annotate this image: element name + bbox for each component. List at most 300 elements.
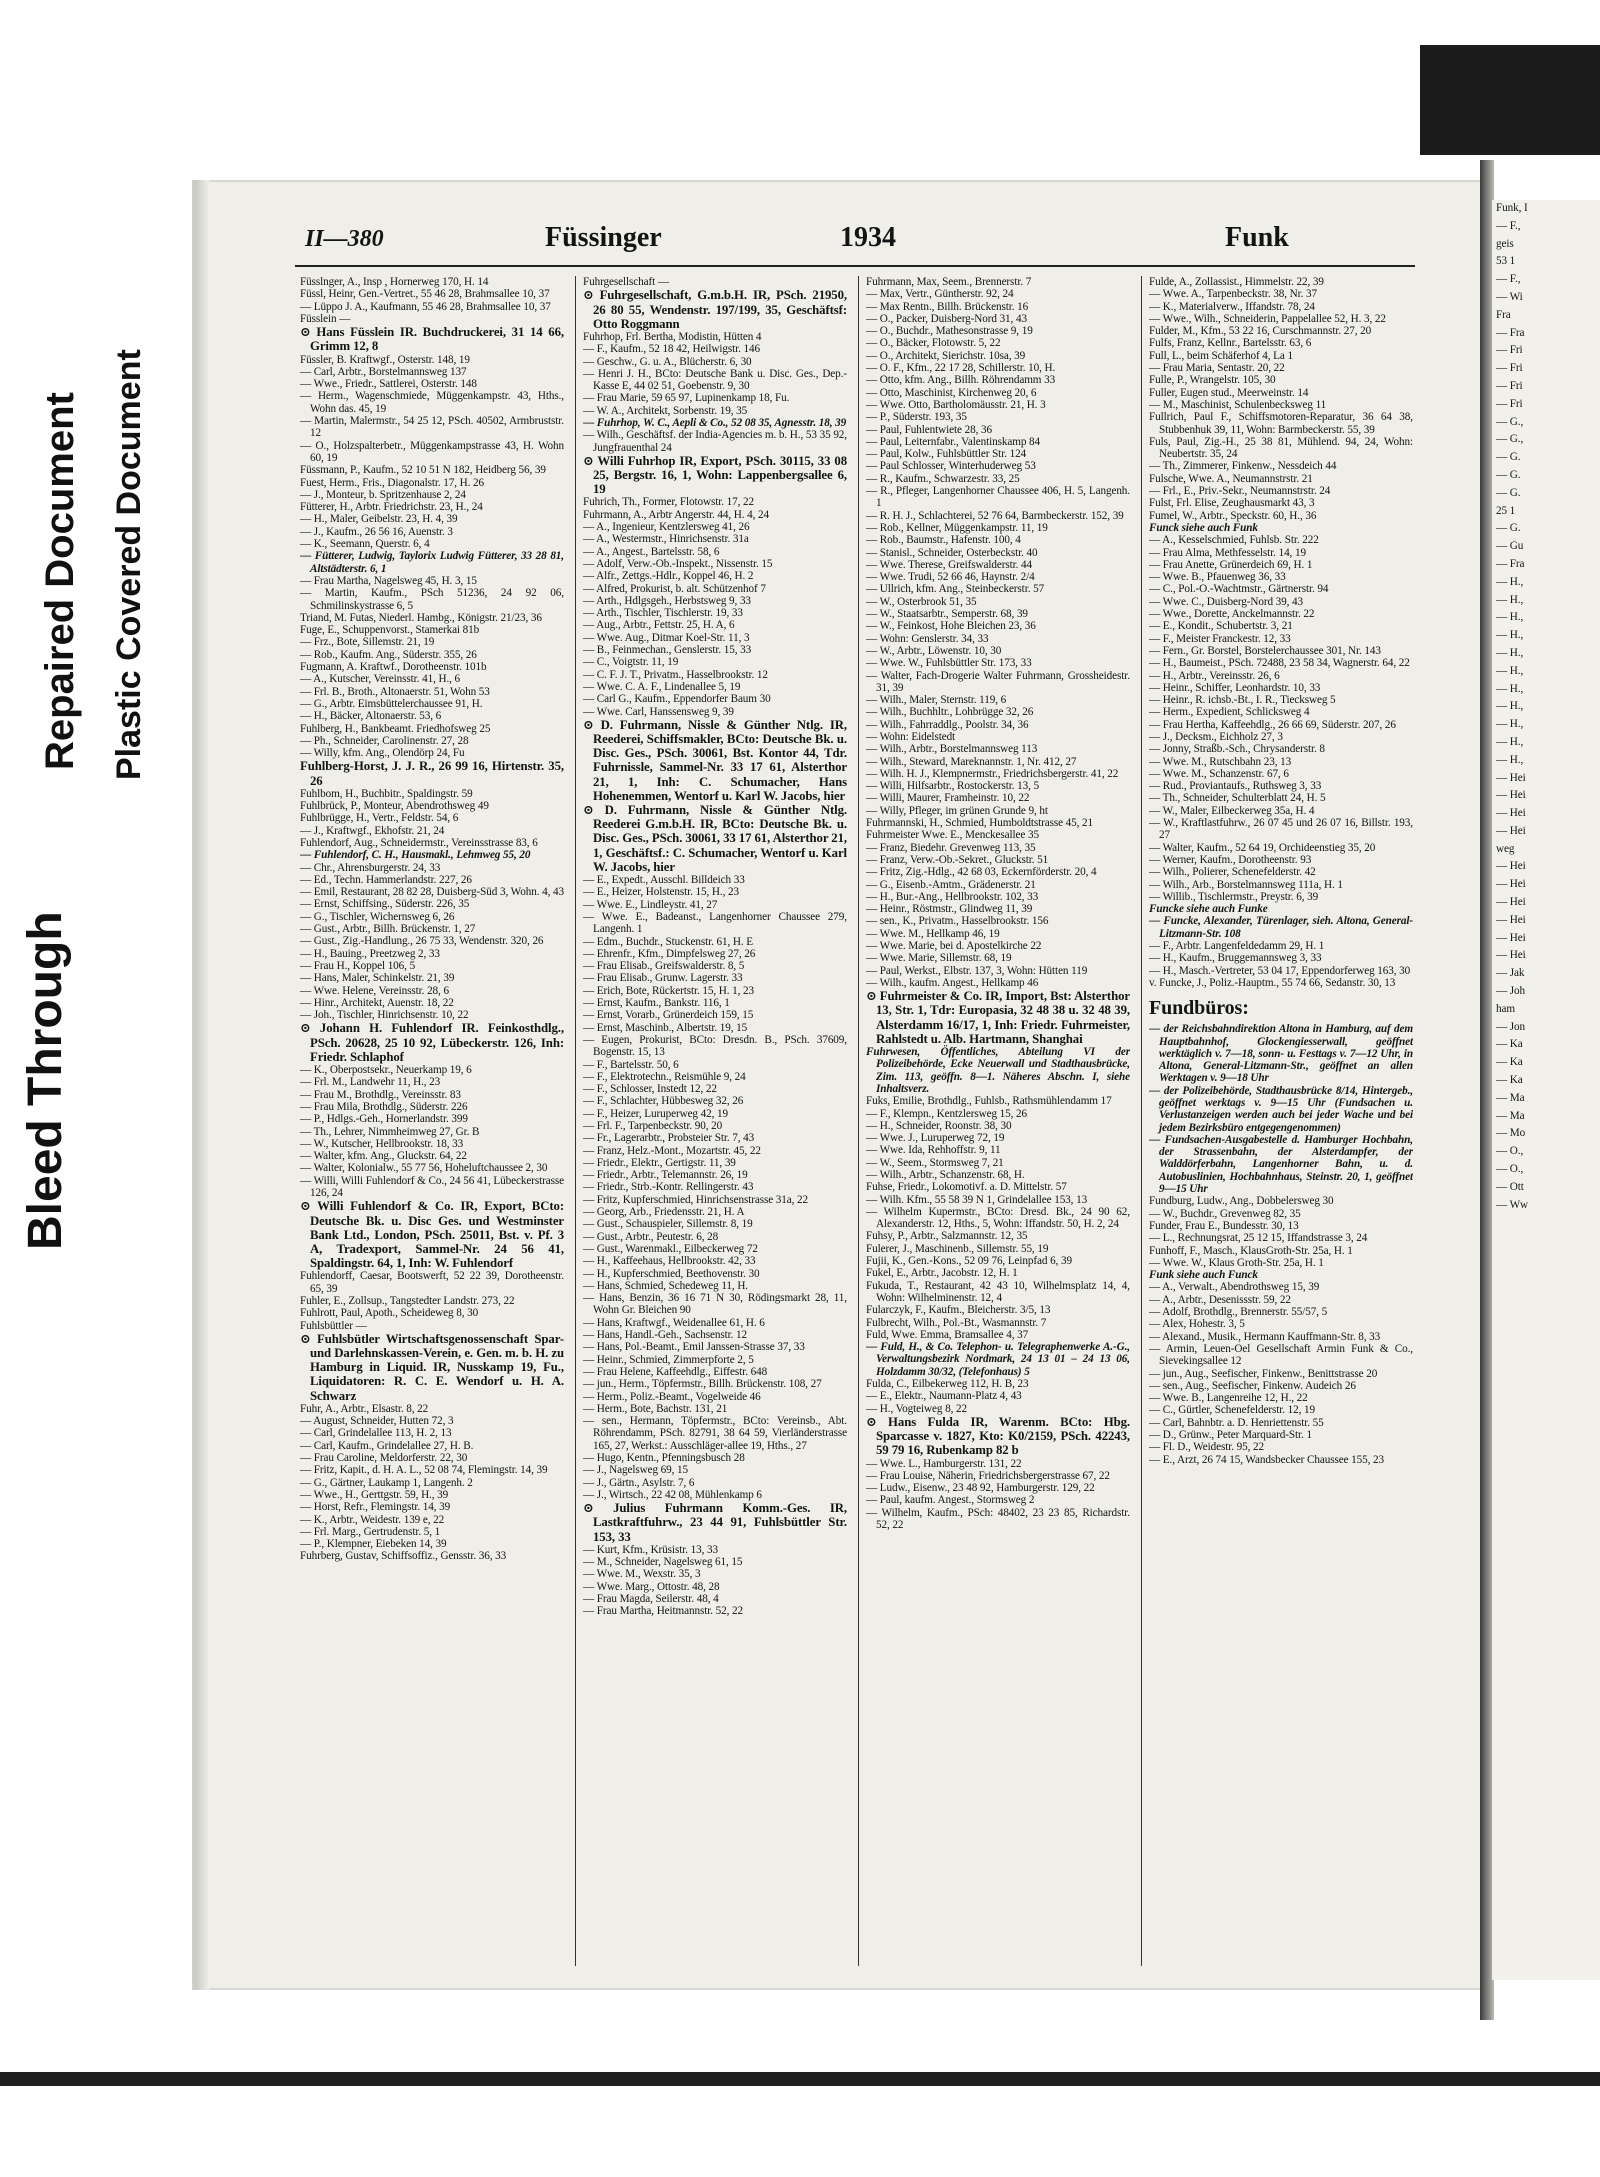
directory-entry: v. Funcke, J., Poliz.-Hauptm., 55 74 66, Sedanstr. 30, 13 [1149,976,1396,989]
next-page-entry: — F., [1496,273,1521,286]
directory-entry: — A., Ingenieur, Kentzlersweg 41, 26 [583,521,750,534]
directory-entry: — Ernst, Schiffsing., Süderstr. 226, 35 [300,898,470,911]
directory-entry: — Wwe. Marie, Sillemstr. 68, 19 [866,952,1012,965]
directory-entry: — Wilhelm, Kaufm., PSch: 48402, 23 23 85, Richardstr. 52, 22 [866,1506,1130,1532]
directory-entry: ⊙ D. Fuhrmann, Nissle & Günther Ntlg. IR, Reederei, Schiffsmakler, BCto: Deutsche Bk. u. Disc. Ges., PSch. 30061, Bst. Kontor 44, Tdr. Fuhrnissle, Sammel-Nr. 33 17 61, Alsterthor 21, 1, Inh: C. Schumacher, Hans Hohenemmen, Wentorf u. Karl W. Jacobs, hier [583,717,847,803]
next-page-entry: — H., [1496,646,1524,659]
next-page-entry: 25 1 [1496,504,1516,517]
column-4 [1149,276,1413,1966]
directory-entry: — Rud., Proviantaufs., Ruthsweg 3, 33 [1149,780,1322,793]
page-binding-shadow [195,180,209,1990]
directory-entry: — W., Buchdr., Grevenweg 82, 35 [1149,1207,1301,1220]
directory-entry: — Jonny, Straßb.-Sch., Chrysanderstr. 8 [1149,743,1325,756]
directory-entry: — F., Meister Franckestr. 12, 33 [1149,632,1291,645]
directory-entry: ⊙ Willi Fuhlendorf & Co. IR, Export, BCto: Deutsche Bk. u. Disc Ges. und Westminster Bank Ltd., London, PSch. 25011, Bst. v. Pf. 3 A, Tradexport, Sammel-Nr. 24 56 41, Spaldingstr. 64, 1, Inh: W. Fuhlendorf [300,1199,564,1271]
next-page-entry: — H., [1496,575,1524,588]
directory-entry: — F., Bartelsstr. 50, 6 [583,1058,679,1071]
section-heading: Fundbüros: [1149,997,1249,1020]
directory-entry: — Paul, Werkst., Elbstr. 137, 3, Wohn: Hütten 119 [866,964,1088,977]
directory-entry: — H., Bauing., Preetzweg 2, 33 [300,947,440,960]
directory-entry: — Herm., Expedient, Schlicksweg 4 [1149,706,1310,719]
directory-entry: — Carl, Bahnbtr. a. D. Henriettenstr. 55 [1149,1416,1324,1429]
directory-entry: — Frau Hertha, Kaffeehdlg., 26 66 69, Süderstr. 207, 26 [1149,718,1396,731]
directory-page [195,180,1490,1990]
directory-entry: — Fl. D., Weidestr. 95, 22 [1149,1441,1265,1454]
directory-entry: — Wwe., Dorette, Anckelmannstr. 22 [1149,608,1315,621]
next-page-entry: — O., [1496,1145,1524,1158]
directory-entry: — H., Kaufm., Bruggemannsweg 3, 33 [1149,952,1322,965]
directory-entry: — Walter, Fach-Drogerie Walter Fuhrmann, Grossheidestr. 31, 39 [866,669,1130,694]
directory-entry: — Wilh., Steward, Mareknannstr. 1, Nr. 412, 27 [866,755,1077,768]
directory-entry: ⊙ Fuhlsbütler Wirtschaftsgenossenschaft Spar- und Darlehnskassen-Verein, e. Gen. m. b. H. zu Hamburg in Liquid. IR, Nusskamp 19, Fu., Liquidatoren: R. C. E. Wendorf u. H. A. Schwarz [300,1331,564,1403]
next-page-entry: — Hei [1496,931,1526,944]
next-page-entry: — Hei [1496,860,1526,873]
directory-entry: — Heinr., R. ichsb.-Bt., I. R., Tiecksweg 5 [1149,694,1336,707]
next-page-entry: — Wi [1496,290,1523,303]
directory-entry: — Carl, Arbtr., Borstelmannsweg 137 [300,365,467,378]
directory-entry: — Wwe. E., Badeanst., Langenhorner Chaussee 279, Langenh. 1 [583,910,847,936]
directory-entry: — Edm., Buchdr., Stuckenstr. 61, H. E [583,935,754,948]
directory-entry: — Friedr., Elektr., Gertigstr. 11, 39 [583,1156,736,1169]
next-page-entry: — Hei [1496,824,1526,837]
next-page-entry: — H., [1496,593,1524,606]
directory-entry: — Armin, Leuen-Oel Gesellschaft Armin Funk & Co., Sievekingsallee 12 [1149,1342,1413,1368]
directory-entry: — Wilh., Arbtr., Schanzenstr. 68, H. [866,1169,1025,1181]
directory-entry: — Frz., Bote, Sillemstr. 21, 19 [300,636,435,649]
directory-entry: — W., Staatsarbtr., Semperstr. 68, 39 [866,608,1028,621]
directory-entry: — Wwe. Carl, Hanssensweg 9, 39 [583,705,734,718]
directory-entry: — Ernst, Maschinb., Albertstr. 19, 15 [583,1021,748,1034]
directory-entry: — Gust., Zig.-Handlung., 26 75 33, Wendenstr. 320, 26 [300,935,544,948]
directory-entry: — H., Maler, Geibelstr. 23, H. 4, 39 [300,513,458,526]
directory-entry: — Wilh., Arb., Borstelmannsweg 111a, H. 1 [1149,878,1343,891]
directory-entry: — A., Kesselschmied, Fuhlsb. Str. 222 [1149,534,1319,547]
directory-entry: — Wwe. Aug., Ditmar Koel-Str. 11, 3 [583,631,750,644]
directory-entry: — Adolf, Brothdlg., Brennerstr. 55/57, 5 [1149,1306,1328,1319]
directory-entry: — August, Schneider, Hutten 72, 3 [300,1415,454,1428]
directory-entry: — Geschw., G. u. A., Blücherstr. 6, 30 [583,355,752,368]
directory-entry: — D., Grünw., Peter Marquard-Str. 1 [1149,1429,1312,1442]
directory-entry: — Frau Elisab., Greifswalderstr. 8, 5 [583,960,745,973]
directory-entry: — Wilh., Polierer, Schenefelderstr. 42 [1149,866,1316,879]
directory-entry: Fuhsy, P., Arbtr., Salzmannstr. 12, 35 [866,1230,1028,1243]
directory-entry: — Heinr., Röstmstr., Glindweg 11, 39 [866,903,1033,916]
next-page-entry: — G. [1496,486,1521,499]
directory-entry: — Otto, kfm. Ang., Billh. Röhrendamm 33 [866,374,1056,387]
next-page-entry: Funk, I [1496,202,1528,214]
directory-entry: — Frau Martha, Heitmannstr. 52, 22 [583,1605,744,1618]
directory-entry: — F., Schlosser, Instedt 12, 22 [583,1083,717,1096]
directory-entry: Füsslnger, A., Insp , Hornerweg 170, H. 14 [300,276,489,288]
directory-entry: — Wilh., Geschäftsf. der India-Agencies m. b. H., 53 35 92, Jungfrauenthal 24 [583,429,847,454]
directory-entry: — Alfr., Zettgs.-Hdlr., Koppel 46, H. 2 [583,570,754,583]
directory-entry: Fujii, K., Gen.-Kons., 52 09 76, Leinpfad 6, 39 [866,1255,1072,1268]
directory-entry: — H., Schneider, Roonstr. 38, 30 [866,1119,1012,1132]
directory-entry: — F., Kaufm., 52 18 42, Heilwigstr. 146 [583,343,760,356]
directory-entry: — J., Wirtsch., 22 42 08, Mühlenkamp 6 [583,1488,762,1501]
directory-entry: — Alex, Hohestr. 3, 5 [1149,1318,1245,1331]
next-page-entry: — Ka [1496,1038,1523,1051]
directory-entry: — der Polizeibehörde, Stadthausbrücke 8/14, Hintergeb., geöffnet werktags v. 9—15 Uhr (Fundsachen u. Verlustanzeigen werden auch bei jeder Wache und bei jedem Bezirksbüro entgegengenommen) [1149,1084,1413,1134]
directory-entry: — Arth., Hdlgsgeh., Herbstsweg 9, 33 [583,594,751,607]
directory-entry: — Walter, Kolonialw., 55 77 56, Hoheluftchaussee 2, 30 [300,1162,548,1175]
directory-entry: — A., Angest., Bartelsstr. 58, 6 [583,545,720,558]
directory-entry: — Ernst, Kaufm., Bankstr. 116, 1 [583,997,730,1010]
directory-entry: ⊙ D. Fuhrmann, Nissle & Günther Ntlg. Reederei G.m.b.H. IR, BCto: Deutsche Bk. u. Disc. Ges., PSch. 30061, 33 17 61, Alsterthor 21, 1, Geschäftsf.: C. Schumacher, Wentorf u. Karl W. Jacobs, hier [583,803,847,874]
directory-entry: — sen., Hermann, Töpfermstr., BCto: Vereinsb., Abt. Röhrendamm, PSch. 82791, 38 64 59, Vierländerstrasse 165, 27, Werkst.: Ausschläger-allee 19, Hths., 27 [583,1415,847,1452]
next-page-entry: — H., [1496,682,1524,695]
next-page-entry: — Jak [1496,967,1525,980]
directory-entry: — W. A., Architekt, Sorbenstr. 19, 35 [583,404,748,417]
directory-entry: — Frl. B., Broth., Altonaerstr. 51, Wohn 53 [300,685,490,698]
directory-entry: — J., Nagelsweg 69, 15 [583,1464,688,1477]
directory-entry: Fuhse, Friedr., Lokomotivf. a. D. Mittelstr. 57 [866,1181,1067,1194]
directory-entry: — Wwe., H., Gerttgstr. 59, H., 39 [300,1488,449,1501]
directory-entry: — E., Kondit., Schubertstr. 3, 21 [1149,620,1293,633]
directory-entry: — A., Verwalt., Abendrothsweg 15, 39 [1149,1281,1320,1294]
next-page-entry: — Gu [1496,540,1524,553]
next-page-entry: — Ka [1496,1074,1523,1087]
directory-entry: — Hans, Maler, Schinkelstr. 21, 39 [300,972,455,985]
next-page-entry: — Fri [1496,397,1523,410]
directory-entry: Fuhrwesen, Öffentliches, Abteilung VI der Polizeibehörde, Ecke Neuerwall und Stadthausbrücke, Zim. 113, geöffn. 8—1. Näheres Abschn. I, siehe Inhaltsverz. [866,1046,1130,1095]
directory-entry: — Frau Caroline, Meldorferstr. 22, 30 [300,1452,468,1465]
directory-entry: — J., Decksm., Eichholz 27, 3 [1149,730,1283,743]
directory-entry: — Horst, Refr., Flemingstr. 14, 39 [300,1501,451,1514]
directory-entry: ⊙ Willi Fuhrhop IR, Export, PSch. 30115, 33 08 25, Bergstr. 16, 1, Wohn: Lappenbergsallee 6, 19 [583,453,847,497]
directory-entry: — R. H. J., Schlachterei, 52 76 64, Barmbeckerstr. 152, 39 [866,509,1124,522]
directory-entry: — Frau Martha, Nagelsweg 45, H. 3, 15 [300,574,477,587]
directory-entry: Fukuda, T., Restaurant, 42 43 10, Wilhelmsplatz 14, 4, Wohn: Wilhelminenstr. 12, 4 [866,1279,1130,1304]
directory-entry: — H., Vogteiweg 8, 22 [866,1402,967,1415]
first-name-heading: Füssinger [545,222,662,253]
directory-entry: — H., Kaffeehaus, Hellbrookstr. 42, 33 [583,1255,756,1268]
directory-entry: — Frau Anette, Grünerdeich 69, H. 1 [1149,558,1313,571]
directory-entry: — Stanisl., Schneider, Osterbeckstr. 40 [866,546,1038,559]
directory-entry: — Frau Elisab., Grunw. Lagerstr. 33 [583,972,743,985]
directory-entry: — L., Rechnungsrat, 25 12 15, Iffandstrasse 3, 24 [1149,1232,1368,1245]
next-page-entry: — G. [1496,468,1521,481]
directory-entry: — W., Osterbrook 51, 35 [866,595,977,608]
directory-entry: — Willy, Pfleger, im grünen Grunde 9, ht [866,804,1048,817]
directory-entry: — Wohn: Eidelstedt [866,730,956,743]
directory-entry: — Otto, Maschinist, Kirchenweg 20, 6 [866,386,1037,399]
directory-entry: — sen., Aug., Seefischer, Finkenw. Audeich 26 [1149,1379,1356,1392]
directory-entry: — Wwe. W., Klaus Groth-Str. 25a, H. 1 [1149,1256,1324,1269]
directory-entry: — Th., Schneider, Schulterblatt 24, H. 5 [1149,792,1326,805]
directory-entry: — Alfred, Prokurist, b. alt. Schützenhof 7 [583,582,766,595]
directory-entry: ⊙ Hans Füsslein IR. Buchdruckerei, 31 14 66, Grimm 12, 8 [300,325,564,354]
directory-entry: Fulda, C., Eilbekerweg 112, H. B, 23 [866,1378,1029,1391]
directory-entry: Fuhrmeister Wwe. E., Menckesallee 35 [866,829,1039,842]
directory-entry: — J., Monteur, b. Spritzenhause 2, 24 [300,488,466,501]
directory-entry: — Paul, Kolw., Fuhlsbüttler Str. 124 [866,448,1027,461]
directory-entry: — Hugo, Kentn., Pfenningsbusch 28 [583,1452,745,1465]
directory-entry: — Gust., Warenmakl., Eilbeckerweg 72 [583,1242,758,1255]
directory-entry: Fuhrhop, Frl. Bertha, Modistin, Hütten 4 [583,330,762,343]
directory-entry: — Wwe. Trudi, 52 66 46, Haynstr. 2/4 [866,571,1035,584]
directory-entry: — Friedr., Strb.-Kontr. Rellingerstr. 43 [583,1181,754,1194]
next-page-entry: — Ka [1496,1056,1523,1069]
directory-entry: — Wohn: Genslerstr. 34, 33 [866,632,989,645]
directory-entry: Fumel, W., Arbtr., Speckstr. 60, H., 36 [1149,509,1317,522]
next-page-entry: — Ma [1496,1109,1525,1122]
directory-entry: — Wilh., Buchhltr., Lohbrügge 32, 26 [866,706,1034,719]
directory-entry: — Wwe. M., Schanzenstr. 67, 6 [1149,767,1289,780]
directory-entry: — Willy, kfm. Ang., Olendörp 24, Fu [300,747,465,760]
directory-entry: Fuhlbrügge, H., Vertr., Feldstr. 54, 6 [300,812,459,825]
directory-entry: — O., Architekt, Sierichstr. 10sa, 39 [866,349,1026,362]
directory-entry: Fugmann, A. Kraftwf., Dorotheenstr. 101b [300,661,487,674]
next-page-entry: — Hei [1496,913,1526,926]
directory-entry: — jun., Aug., Seefischer, Finkenw., Benittstrasse 20 [1149,1367,1378,1380]
directory-entry: — M., Maschinist, Schulenbecksweg 11 [1149,398,1327,411]
directory-entry: ⊙ Fuhrmeister & Co. IR, Import, Bst: Alsterthor 13, Str. 1, Tdr: Europasia, 32 48 38 u. 32 48 39, Alsterdamm 16/17, 1, Inh: Friedr. Fuhrmeister, Rahlstedt u. Alb. Hartmann, Shanghai [866,989,1130,1046]
directory-entry: Fundburg, Ludw., Ang., Dobbelersweg 30 [1149,1195,1334,1208]
directory-entry: Fuhlberg, H., Bankbeamt. Friedhofsweg 25 [300,722,491,735]
directory-entry: — H., Arbtr., Vereinsstr. 26, 6 [1149,669,1280,682]
directory-entry: — Frau Maria, Sentastr. 20, 22 [1149,362,1285,375]
directory-entry: Fuhrberg, Gustav, Schiffsoffiz., Gensstr. 36, 33 [300,1550,507,1563]
directory-entry: — Paul, kaufm. Angest., Stormsweg 2 [866,1494,1035,1507]
directory-entry: — Hinr., Architekt, Auenstr. 18, 22 [300,996,454,1009]
directory-entry: — J., Gärtn., Asylstr. 7, 6 [583,1476,695,1489]
directory-entry: — Fritz, Kupferschmied, Hinrichsenstrasse 31a, 22 [583,1193,809,1206]
directory-entry: — A., Westermstr., Hinrichsenstr. 31a [583,533,749,546]
directory-entry: — F., Klempn., Kentzlersweg 15, 26 [866,1107,1028,1120]
directory-entry: Funck siehe auch Funk [1149,521,1258,534]
directory-entry: — Wilh. H. J., Klempnermstr., Friedrichsbergerstr. 41, 22 [866,767,1119,780]
directory-entry: — Arth., Tischler, Tischlerstr. 19, 33 [583,607,743,620]
header-rule [295,265,1415,267]
directory-entry: — Wilh., Maler, Sternstr. 119, 6 [866,694,1007,707]
next-page-entry: — Fri [1496,344,1523,357]
next-page-entry: — H., [1496,664,1524,677]
directory-entry: — Martin, Malermstr., 54 25 12, PSch. 40502, Armbruststr. 12 [300,415,564,440]
directory-entry: — Erich, Bote, Rückertstr. 15, H. 1, 23 [583,984,755,997]
directory-entry: — Eugen, Prokurist, BCto: Dresdn. B., PSch. 37609, Bogenstr. 15, 13 [583,1033,847,1059]
directory-entry: — Ph., Schneider, Carolinenstr. 27, 28 [300,734,469,747]
next-page-entry: — H., [1496,718,1524,731]
next-page-entry: — Hei [1496,771,1526,784]
directory-entry: — Wwe. Marie, bei d. Apostelkirche 22 [866,940,1042,953]
directory-entry: — Walter, Kaufm., 52 64 19, Orchideenstieg 35, 20 [1149,841,1376,854]
watermark-labels [0,0,190,2177]
directory-entry: — Wwe. M., Hellkamp 46, 19 [866,927,1000,940]
directory-entry: — Fritz, Zig.-Hdlg., 42 68 03, Eckernförderstr. 20, 4 [866,866,1097,879]
directory-entry: — A., Kutscher, Vereinsstr. 41, H., 6 [300,673,461,686]
directory-entry: — Carl, Kaufm., Grindelallee 27, H. B. [300,1439,474,1452]
directory-entry: — Willib., Tischlermstr., Preystr. 6, 39 [1149,890,1319,903]
directory-entry: — Friedr., Arbtr., Telemannstr. 26, 19 [583,1169,748,1182]
directory-entry: — J., Kraftwgf., Ekhofstr. 21, 24 [300,824,445,837]
directory-entry: Füssl, Heinr, Gen.-Vertret., 55 46 28, Brahmsallee 10, 37 [300,288,550,301]
directory-entry: — Hans, Pol.-Beamt., Emil Janssen-Strasse 37, 33 [583,1341,805,1354]
directory-entry: — Hans, Benzin, 36 16 71 N 30, Rödingsmarkt 28, 11, Wohn Gr. Bleichen 90 [583,1292,847,1317]
year-heading: 1934 [840,222,896,253]
label-bleed-through: Bleed Through [19,911,72,1250]
directory-entry: — Hans, Kraftwgf., Weidenallee 61, H. 6 [583,1316,765,1329]
directory-entry: Fullrich, Paul F., Schiffsmotoren-Reparatur, 36 64 38, Stubbenhuk 39, 11, Wohn: Barmbeckerstr. 55, 39 [1149,411,1413,436]
directory-entry: ⊙ Julius Fuhrmann Komm.-Ges. IR, Lastkraftfuhrw., 23 44 91, Fuhlsbüttler Str. 153, 33 [583,1501,847,1544]
directory-entry: — O., Buchdr., Mathesonstrasse 9, 19 [866,325,1033,338]
directory-entry: — Carl G., Kaufm., Eppendorfer Baum 30 [583,693,771,706]
directory-entry: — Gust., Schauspieler, Sillemstr. 8, 19 [583,1218,753,1231]
directory-entry: — Walter, kfm. Ang., Gluckstr. 64, 22 [300,1150,467,1163]
directory-entry: Fuhlbrück, P., Monteur, Abendrothsweg 49 [300,800,489,813]
directory-entry: — Wilhelm Kupermstr., BCto: Dresd. Bk., 24 90 62, Alexanderstr. 12, Hths., 5, Wohn: Iffandstr. 50, H. 2, 24 [866,1205,1130,1231]
directory-entry: Fuld, Wwe. Emma, Bramsallee 4, 37 [866,1328,1029,1341]
directory-entry: ⊙ Fuhrgesellschaft, G.m.b.H. IR, PSch. 21950, 26 80 55, Wendenstr. 197/199, 35, Geschäftsf: Otto Roggmann [583,288,847,331]
directory-entry: — Hans, Schmied, Schedeweg 11, H. [583,1279,748,1292]
column-divider [575,276,576,1966]
directory-entry: — Ullrich, kfm. Ang., Steinbeckerstr. 57 [866,583,1045,596]
directory-entry: — Georg, Arb., Friedensstr. 21, H. A [583,1206,745,1219]
directory-entry: — Wwe. Marg., Ottostr. 48, 28 [583,1580,720,1593]
directory-entry: — P., Klempner, Eiebeken 14, 39 [300,1538,447,1551]
next-page-entry: — Ww [1496,1198,1529,1211]
directory-entry: — W., Kraftlastfuhrw., 26 07 45 und 26 07 16, Billstr. 193, 27 [1149,817,1413,842]
label-plastic-covered-document: Plastic Covered Document [110,349,148,780]
directory-entry: — Kurt, Kfm., Krüsistr. 13, 33 [583,1543,718,1556]
directory-entry: — Rob., Kellner, Müggenkampstr. 11, 19 [866,521,1048,534]
directory-entry: — Wilh., Fahrraddlg., Poolstr. 34, 36 [866,718,1029,731]
directory-entry: — Frl. Marg., Gertrudenstr. 5, 1 [300,1525,441,1538]
directory-entry: Funder, Frau E., Bundesstr. 30, 13 [1149,1219,1299,1232]
directory-entry: Fulde, A., Zollassist., Himmelstr. 22, 39 [1149,276,1324,288]
directory-entry: — Wilh. Kfm., 55 58 39 N 1, Grindelallee 153, 13 [866,1193,1088,1206]
next-page-entry: — H., [1496,753,1524,766]
column-1 [300,276,564,1966]
directory-entry: Fuhlbom, H., Buchbitr., Spaldingstr. 59 [300,787,473,800]
directory-entry: — Martin, Kaufm., PSch 51236, 24 92 06, Schmilinskystrasse 6, 5 [300,587,564,612]
directory-entry: — Frau Mila, Brothdlg., Süderstr. 226 [300,1100,468,1113]
directory-entry: — der Reichsbahndirektion Altona in Hamburg, auf dem Hauptbahnhof, Glockengiesserwall, geöffnet werktäglich v. 7—18, sonn- u. Festtags v. 7—12 Uhr, in Altona, General-Litzmann-Str., geöffnet an allen Werktagen v. 9—18 Uhr [1149,1023,1413,1085]
directory-entry: — C., Gürtler, Schenefelderstr. 12, 19 [1149,1404,1316,1417]
directory-entry: — A., Arbtr., Desenissstr. 59, 22 [1149,1293,1291,1306]
directory-entry: Funhoff, F., Masch., KlausGroth-Str. 25a, H. 1 [1149,1244,1353,1257]
directory-entry: — Max, Vertr., Güntherstr. 92, 24 [866,288,1014,301]
directory-entry: — Wwe. A., Tarpenbeckstr. 38, Nr. 37 [1149,288,1317,301]
directory-entry: — Werner, Kaufm., Dorotheenstr. 93 [1149,853,1312,866]
directory-entry: — K., Seemann, Querstr. 6, 4 [300,538,430,551]
directory-entry: — Wwe. M., Wexstr. 35, 3 [583,1568,701,1581]
directory-entry: — Wwe. B., Pfauenweg 36, 33 [1149,571,1286,584]
directory-entry: — E., Heizer, Holstenstr. 15, H., 23 [583,886,739,899]
directory-entry: — K., Materialverw., Iffandstr. 78, 24 [1149,300,1315,313]
next-page-entry: — Hei [1496,807,1526,820]
directory-entry: — W., Feinkost, Hohe Bleichen 23, 36 [866,620,1036,633]
directory-entry: — Fuld, H., & Co. Telephon- u. Telegraphenwerke A.-G., Verwaltungsbezirk Nordmark, 24 13 01 – 24 13 06, Holzdamm 30/32, (Telefonhaus) 5 [866,1341,1130,1378]
directory-entry: — Fern., Gr. Borstel, Borstelerchaussee 301, Nr. 143 [1149,644,1381,657]
scan-edge-bottom [0,2072,1600,2086]
directory-entry: — Wwe. W., Fuhlsbüttler Str. 173, 33 [866,657,1032,670]
directory-entry: Fuhlendorf, Aug., Schneidermstr., Vereinsstrasse 83, 6 [300,836,538,849]
directory-entry: — Wilh., Arbtr., Borstelmannsweg 113 [866,743,1038,756]
directory-entry: — Wwe. C., Duisberg-Nord 39, 43 [1149,595,1304,608]
directory-entry: — Joh., Tischler, Hinrichsenstr. 10, 22 [300,1009,469,1022]
directory-entry: — Ehrenfr., Kfm., Dimpfelsweg 27, 26 [583,947,756,960]
column-divider [1141,276,1142,1966]
directory-entry: Fuhrgesellschaft — [583,276,669,288]
directory-entry: — Frau Helene, Kaffeehdlg., Eiffestr. 648 [583,1365,768,1378]
directory-entry: — Emil, Restaurant, 28 82 28, Duisberg-Süd 3, Wohn. 4, 43 [300,886,564,899]
next-page-entry: — Fri [1496,362,1523,375]
directory-entry: Fuest, Herm., Fris., Diagonalstr. 17, H. 26 [300,476,485,489]
directory-entry: Fukel, E., Arbtr., Jacobstr. 12, H. 1 [866,1267,1018,1280]
directory-entry: — K., Arbtr., Weidestr. 139 e, 22 [300,1513,445,1526]
directory-entry: — Herm., Poliz.-Beamt., Vogelweide 46 [583,1390,761,1403]
directory-entry: Fuks, Emilie, Brothdlg., Fuhlsb., Rathsmühlendamm 17 [866,1095,1112,1108]
directory-entry: — R., Pfleger, Langenhorner Chaussee 406, H. 5, Langenh. 1 [866,485,1130,510]
directory-entry: Fuhr, A., Arbtr., Elsastr. 8, 22 [300,1402,429,1415]
next-page-entry: — O., [1496,1163,1524,1176]
directory-entry: — H., Bur.-Ang., Hellbrookstr. 102, 33 [866,890,1039,903]
directory-entry: Fulerer, J., Maschinenb., Sillemstr. 55, 19 [866,1242,1049,1255]
directory-entry: — Gust., Arbtr., Peutestr. 6, 28 [583,1230,719,1243]
directory-entry: — Ludw., Eisenw., 23 48 92, Hamburgerstr. 129, 22 [866,1482,1095,1495]
directory-entry: — Rob., Baumstr., Hafenstr. 100, 4 [866,534,1021,547]
directory-entry: — O., Packer, Duisberg-Nord 31, 43 [866,312,1027,325]
directory-entry: — W., Arbtr., Löwenstr. 10, 30 [866,644,1002,657]
next-page-entry: — Hei [1496,896,1526,909]
next-page-entry: 53 1 [1496,255,1516,268]
directory-entry: Fuhler, E., Zollsup., Tangstedter Landstr. 273, 22 [300,1294,515,1307]
next-page-entry: — F., [1496,219,1521,232]
directory-entry: — Wwe. Therese, Greifswalderstr. 44 [866,558,1033,571]
directory-entry: — F., Elektrotechn., Reismühle 9, 24 [583,1070,746,1083]
directory-entry: — Frl. M., Landwehr 11, H., 23 [300,1076,441,1089]
directory-entry: — Henri J. H., BCto: Deutsche Bank u. Disc. Ges., Dep.-Kasse E, 44 02 51, Goebenstr. 9, 30 [583,367,847,393]
directory-entry: — Frau M., Brothdlg., Vereinsstr. 83 [300,1088,461,1101]
next-page-entry: — Mo [1496,1127,1526,1140]
directory-entry: — Paul Schlosser, Winterhuderweg 53 [866,460,1036,473]
directory-entry: — Franz, Helz.-Mont., Mozartstr. 45, 22 [583,1144,761,1157]
directory-entry: Füssmann, P., Kaufm., 52 10 51 N 182, Heidberg 56, 39 [300,464,546,477]
directory-entry: — Funcke, Alexander, Türenlager, sieh. Altona, General-Litzmann-Str. 108 [1149,915,1413,940]
directory-entry: — Paul, Fuhlentwiete 28, 36 [866,423,992,436]
next-page-entry: geis [1496,237,1514,250]
directory-entry: — Frau Louise, Näherin, Friedrichsbergerstrasse 67, 22 [866,1469,1110,1482]
label-repaired-document: Repaired Document [38,392,82,770]
directory-entry: — G., Arbtr. Eimsbüttelerchaussee 91, H. [300,697,483,710]
directory-entry: — J., Kaufm., 26 56 16, Auenstr. 3 [300,525,453,538]
directory-entry: — G., Gärtner, Laukamp 1, Langenh. 2 [300,1476,473,1489]
directory-entry: — Wwe. Ida, Rehhoffstr. 9, 11 [866,1144,1001,1157]
next-page-entry: — G. [1496,451,1521,464]
directory-entry: — Th., Lehrer, Nimmheimweg 27, Gr. B [300,1125,480,1138]
directory-entry: Fulfs, Franz, Kellnr., Bartelsstr. 63, 6 [1149,337,1312,350]
directory-entry: — H., Kupferschmied, Beethovenstr. 30 [583,1267,760,1280]
directory-entry: — P., Süderstr. 193, 35 [866,411,967,424]
directory-entry: — Wwe. Helene, Vereinsstr. 28, 6 [300,984,449,997]
directory-entry: — Wwe. J., Luruperweg 72, 19 [866,1132,1005,1145]
next-page-entry: Fra [1496,308,1511,321]
directory-entry: — Alexand., Musik., Hermann Kauffmann-Str. 8, 33 [1149,1330,1381,1343]
next-page-entry: — Fri [1496,379,1523,392]
next-page-entry: — Hei [1496,949,1526,962]
directory-entry: — Fuhrhop, W. C., Aepli & Co., 52 08 35, Agnesstr. 18, 39 [583,416,847,429]
scan-edge-top [1420,45,1600,155]
directory-entry: — Aug., Arbtr., Fettstr. 25, H. A, 6 [583,619,735,632]
column-divider [858,276,859,1966]
directory-entry: Funk siehe auch Funck [1149,1269,1258,1282]
directory-entry: — Fuhlendorf, C. H., Hausmakl., Lehmweg 55, 20 [300,849,531,862]
directory-entry: — Chr., Ahrensburgerstr. 24, 33 [300,861,441,874]
directory-entry: Fuhlrott, Paul, Apoth., Scheideweg 8, 30 [300,1307,479,1320]
directory-entry: — F., Schlachter, Hübbesweg 32, 26 [583,1095,744,1108]
directory-entry: Fulst, Frl. Elise, Zeughausmarkt 43, 3 [1149,497,1315,510]
